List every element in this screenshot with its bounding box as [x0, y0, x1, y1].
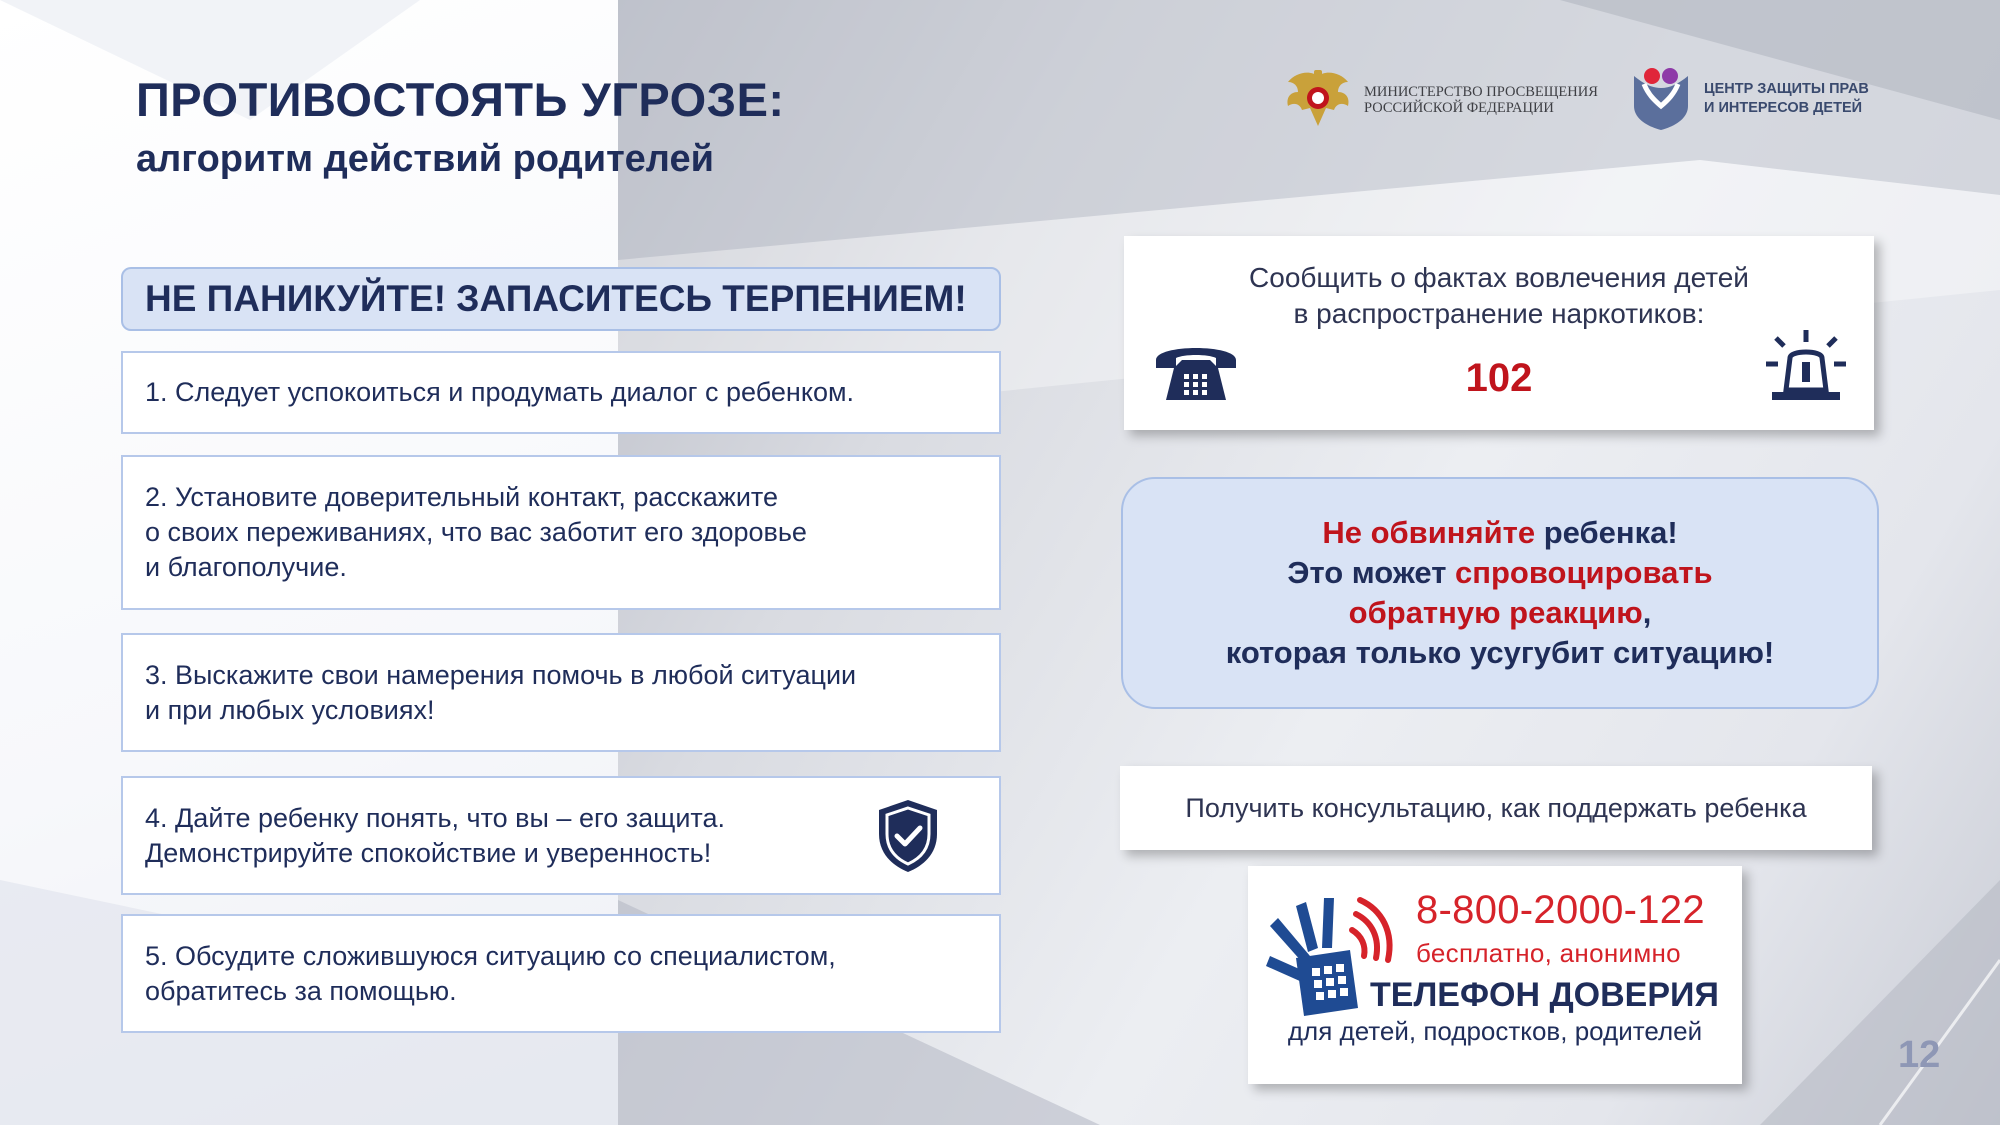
warning-red-1: Не обвиняйте — [1322, 515, 1536, 550]
eagle-emblem-icon — [1280, 68, 1356, 132]
warning-line-4: которая только усугубит ситуацию! — [1225, 635, 1775, 670]
report-card — [1124, 236, 1874, 430]
ministry-name-line2: РОССИЙСКОЙ ФЕДЕРАЦИИ — [1364, 100, 1554, 116]
steps-heading: НЕ ПАНИКУЙТЕ! ЗАПАСИТЕСЬ ТЕРПЕНИЕМ! — [121, 267, 1001, 331]
step-item-5 — [121, 914, 1001, 1033]
step-text-1: 1. Следует успокоиться и продумать диалог с ребенком. — [145, 377, 855, 407]
warning-box — [1121, 477, 1879, 709]
center-logo — [1628, 66, 1869, 132]
hotline-card — [1248, 866, 1742, 1084]
page-subtitle: алгоритм действий родителей — [136, 138, 714, 180]
center-name-line2: И ИНТЕРЕСОВ ДЕТЕЙ — [1704, 100, 1863, 116]
step-item-4 — [121, 776, 1001, 895]
warning-red-2: спровоцировать — [1455, 555, 1713, 590]
step-item-2 — [121, 455, 1001, 610]
hotline-name: ТЕЛЕФОН ДОВЕРИЯ — [1370, 976, 1719, 1014]
consult-label: Получить консультацию, как поддержать ребенка — [1185, 792, 1807, 823]
ministry-name-line1: МИНИСТЕРСТВО ПРОСВЕЩЕНИЯ — [1364, 84, 1598, 100]
ministry-logo — [1280, 68, 1598, 132]
warning-line-2 — [1287, 553, 1712, 593]
step-item-3 — [121, 633, 1001, 752]
warning-text-3: , — [1642, 595, 1652, 630]
warning-line-3 — [1349, 593, 1652, 633]
hotline-audience: для детей, подростков, родителей — [1287, 1016, 1703, 1046]
center-name-line1: ЦЕНТР ЗАЩИТЫ ПРАВ — [1704, 81, 1869, 97]
page-number: 12 — [1898, 1034, 1941, 1076]
hotline-free-note: бесплатно, анонимно — [1416, 938, 1681, 968]
step-text-3: 3. Выскажите свои намерения помочь в любой ситуации и при любых условиях! — [145, 659, 857, 725]
warning-line-1 — [1322, 513, 1677, 553]
police-number: 102 — [1465, 356, 1533, 400]
step-item-1 — [121, 351, 1001, 434]
hotline-number: 8-800-2000-122 — [1416, 888, 1705, 932]
warning-text-2: Это может — [1287, 555, 1456, 590]
step-text-4: 4. Дайте ребенку понять, что вы – его защита. Демонстрируйте спокойствие и уверенность! — [145, 802, 725, 868]
shield-check-icon — [875, 798, 941, 874]
page-title: ПРОТИВОСТОЯТЬ УГРОЗЕ: — [136, 73, 785, 126]
step-text-2: 2. Установите доверительный контакт, расскажите о своих переживаниях, что вас заботит его здоровье и благополучие. — [145, 482, 807, 582]
report-line-1: Сообщить о фактах вовлечения детей — [1249, 262, 1749, 293]
step-text-5: 5. Обсудите сложившуюся ситуацию со специалистом, обратитесь за помощью. — [145, 940, 836, 1006]
warning-red-3: обратную реакцию — [1348, 595, 1643, 630]
warning-text-1: ребенка! — [1535, 515, 1678, 550]
report-line-2: в распространение наркотиков: — [1293, 298, 1705, 329]
siren-icon — [1766, 328, 1846, 404]
consult-card — [1120, 766, 1872, 850]
heart-hands-logo-icon — [1628, 66, 1694, 132]
